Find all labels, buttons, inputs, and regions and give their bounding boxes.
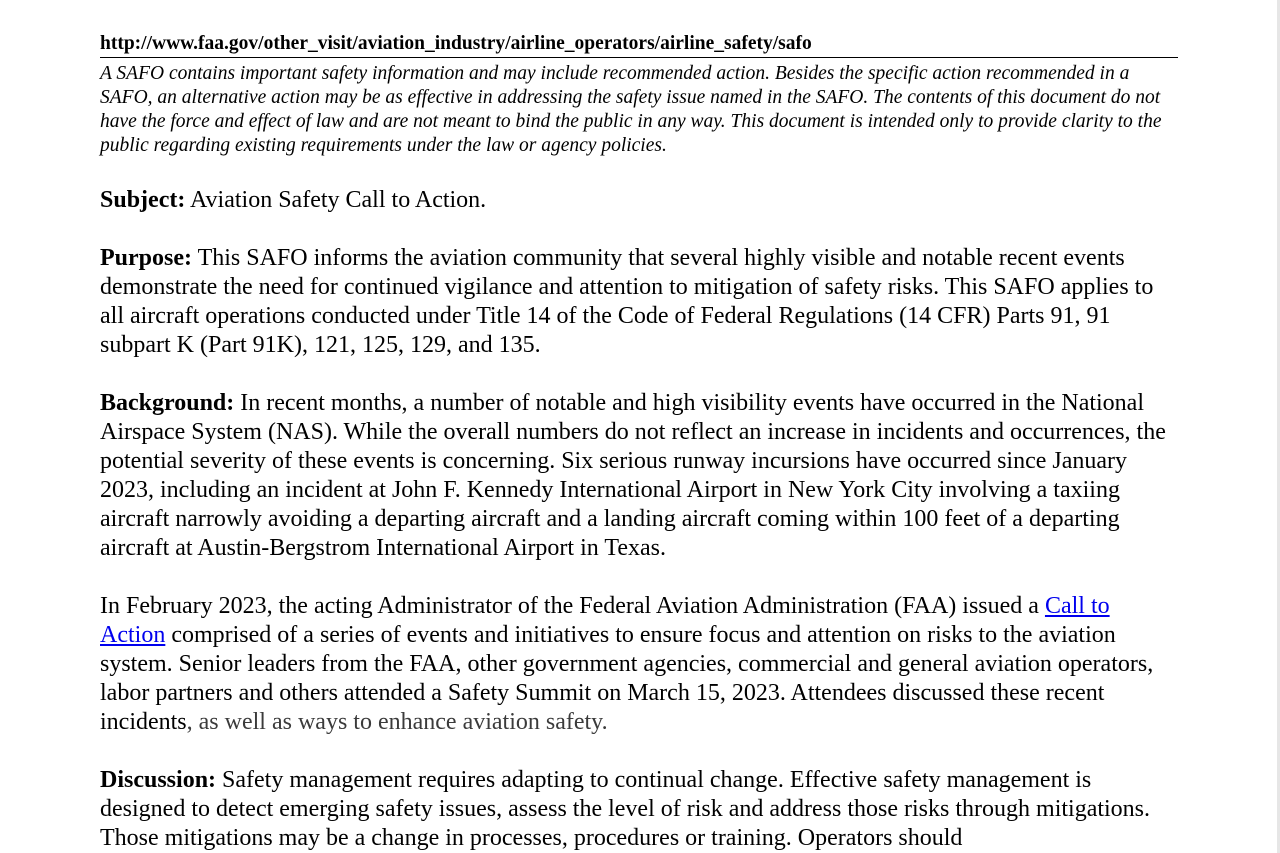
call-to-action-text-muted: , as well as ways to enhance aviation safety. (186, 709, 608, 735)
discussion-text: Safety management requires adapting to continual change. Effective safety management is designed to detect emerging safety issues, assess the level of risk and address those risks through mitigations. Those mitigations may be a change in processes, procedures or training. Operators should (100, 767, 1151, 851)
document-page (100, 32, 1178, 851)
background-paragraph (100, 389, 1178, 563)
subject-paragraph (100, 186, 1178, 215)
call-to-action-text-before: In February 2023, the acting Administrator of the Federal Aviation Administration (FAA) issued a (100, 593, 1045, 619)
purpose-paragraph (100, 244, 1178, 360)
background-text: In recent months, a number of notable and high visibility events have occurred in the National Airspace System (NAS). While the overall numbers do not reflect an increase in incidents and occurrences, the potential severity of these events is concerning. Six serious runway incursions have occurred since January 2023, including an incident at John F. Kennedy International Airport in New York City involving a taxiing aircraft narrowly avoiding a departing aircraft and a landing aircraft coming within 100 feet of a departing aircraft at Austin-Bergstrom International Airport in Texas. (100, 390, 1166, 561)
safo-disclaimer: A SAFO contains important safety information and may include recommended action. Besides the specific action recommended in a SAFO, an alternative action may be as effective in addressing the safety issue named in the SAFO. The contents of this document do not have the force and effect of law and are not meant to bind the public in any way. This document is intended only to provide clarity to the public regarding existing requirements under the law or agency policies. (100, 63, 1162, 156)
call-to-action-paragraph (100, 592, 1178, 737)
call-to-action-link[interactable]: Call to Action (100, 593, 1110, 648)
call-to-action-text-after: comprised of a series of events and initiatives to ensure focus and attention on risks to the aviation system. Senior leaders from the FAA, other government agencies, commercial and general aviation operators, labor partners and others attended a Safety Summit on March 15, 2023. Attendees discussed these recent incidents (100, 622, 1154, 735)
header-url: http://www.faa.gov/other_visit/aviation_industry/airline_operators/airline_safety/safo (100, 32, 1178, 58)
purpose-label: Purpose: (100, 245, 192, 271)
discussion-paragraph (100, 766, 1178, 853)
purpose-text: This SAFO informs the aviation community that several highly visible and notable recent events demonstrate the need for continued vigilance and attention to mitigation of safety risks. This SAFO applies to all aircraft operations conducted under Title 14 of the Code of Federal Regulations (14 CFR) Parts 91, 91 subpart K (Part 91K), 121, 125, 129, and 135. (100, 245, 1154, 358)
discussion-label: Discussion: (100, 767, 217, 793)
background-label: Background: (100, 390, 235, 416)
subject-label: Subject: (100, 187, 186, 213)
subject-text: Aviation Safety Call to Action. (185, 187, 487, 213)
